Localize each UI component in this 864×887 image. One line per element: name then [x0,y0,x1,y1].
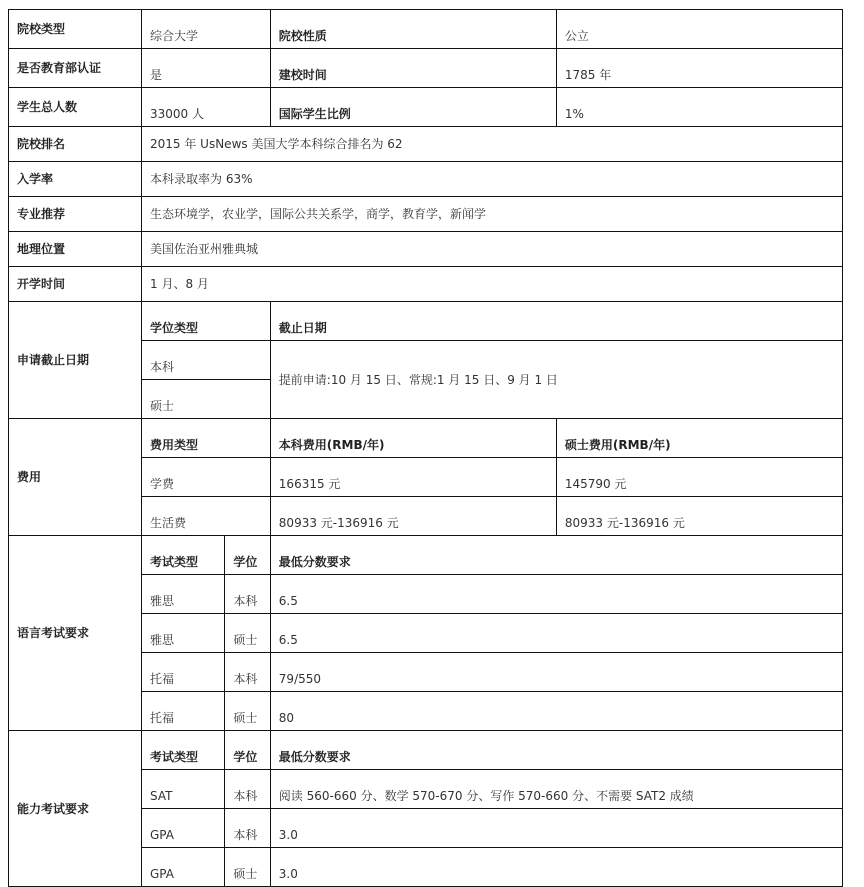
ability-degree: 本科 [225,770,270,809]
row-majors [9,197,843,232]
deadline-header-row [9,302,843,341]
ability-min: 3.0 [270,848,842,887]
ability-degree: 本科 [225,809,270,848]
language-degree: 硕士 [225,692,270,731]
row-ranking [9,127,843,162]
language-min: 6.5 [270,614,842,653]
fee-master: 80933 元-136916 元 [556,497,842,536]
row-moe-cert [9,49,843,88]
language-degree: 硕士 [225,614,270,653]
row-admission [9,162,843,197]
moe-cert-label: 是否教育部认证 [9,49,142,88]
language-exam: 托福 [142,653,225,692]
deadline-col-date: 截止日期 [270,302,842,341]
language-degree: 本科 [225,575,270,614]
fee-type: 生活费 [142,497,271,536]
deadline-degree: 本科 [142,341,271,380]
intl-ratio-value: 1% [556,88,842,127]
majors-label: 专业推荐 [9,197,142,232]
deadline-degree: 硕士 [142,380,271,419]
school-type-label: 院校类型 [9,10,142,49]
location-label: 地理位置 [9,232,142,267]
ability-min: 3.0 [270,809,842,848]
language-header-row [9,536,843,575]
deadline-dates: 提前申请:10 月 15 日、常规:1 月 15 日、9 月 1 日 [270,341,842,419]
ability-label: 能力考试要求 [9,731,142,887]
ability-min: 阅读 560-660 分、数学 570-670 分、写作 570-660 分、不需要 SAT2 成绩 [270,770,842,809]
school-type-value: 综合大学 [142,10,271,49]
school-nature-label: 院校性质 [270,10,556,49]
deadline-col-degree: 学位类型 [142,302,271,341]
ability-col-min: 最低分数要求 [270,731,842,770]
language-min: 80 [270,692,842,731]
founded-value: 1785 年 [556,49,842,88]
majors-value: 生态环境学，农业学，国际公共关系学，商学，教育学，新闻学 [142,197,843,232]
ability-col-exam: 考试类型 [142,731,225,770]
fee-undergrad: 80933 元-136916 元 [270,497,556,536]
ability-col-degree: 学位 [225,731,270,770]
admission-label: 入学率 [9,162,142,197]
row-location [9,232,843,267]
ability-exam: GPA [142,848,225,887]
row-students [9,88,843,127]
students-value: 33000 人 [142,88,271,127]
fee-type: 学费 [142,458,271,497]
language-exam: 托福 [142,692,225,731]
row-school-type [9,10,843,49]
fees-header-row [9,419,843,458]
ability-exam: GPA [142,809,225,848]
fee-undergrad: 166315 元 [270,458,556,497]
language-col-degree: 学位 [225,536,270,575]
fees-label: 费用 [9,419,142,536]
fees-col-master: 硕士费用(RMB/年) [556,419,842,458]
language-col-min: 最低分数要求 [270,536,842,575]
intake-label: 开学时间 [9,267,142,302]
ability-header-row [9,731,843,770]
language-min: 79/550 [270,653,842,692]
language-min: 6.5 [270,575,842,614]
fees-col-type: 费用类型 [142,419,271,458]
fee-master: 145790 元 [556,458,842,497]
deadline-label: 申请截止日期 [9,302,142,419]
language-col-exam: 考试类型 [142,536,225,575]
ranking-value: 2015 年 UsNews 美国大学本科综合排名为 62 [142,127,843,162]
ability-degree: 硕士 [225,848,270,887]
row-intake [9,267,843,302]
ranking-label: 院校排名 [9,127,142,162]
language-exam: 雅思 [142,575,225,614]
language-degree: 本科 [225,653,270,692]
intl-ratio-label: 国际学生比例 [270,88,556,127]
intake-value: 1 月、8 月 [142,267,843,302]
admission-value: 本科录取率为 63% [142,162,843,197]
location-value: 美国佐治亚州雅典城 [142,232,843,267]
students-label: 学生总人数 [9,88,142,127]
founded-label: 建校时间 [270,49,556,88]
university-info-table [8,9,843,887]
ability-exam: SAT [142,770,225,809]
language-exam: 雅思 [142,614,225,653]
moe-cert-value: 是 [142,49,271,88]
language-label: 语言考试要求 [9,536,142,731]
fees-col-undergrad: 本科费用(RMB/年) [270,419,556,458]
school-nature-value: 公立 [556,10,842,49]
